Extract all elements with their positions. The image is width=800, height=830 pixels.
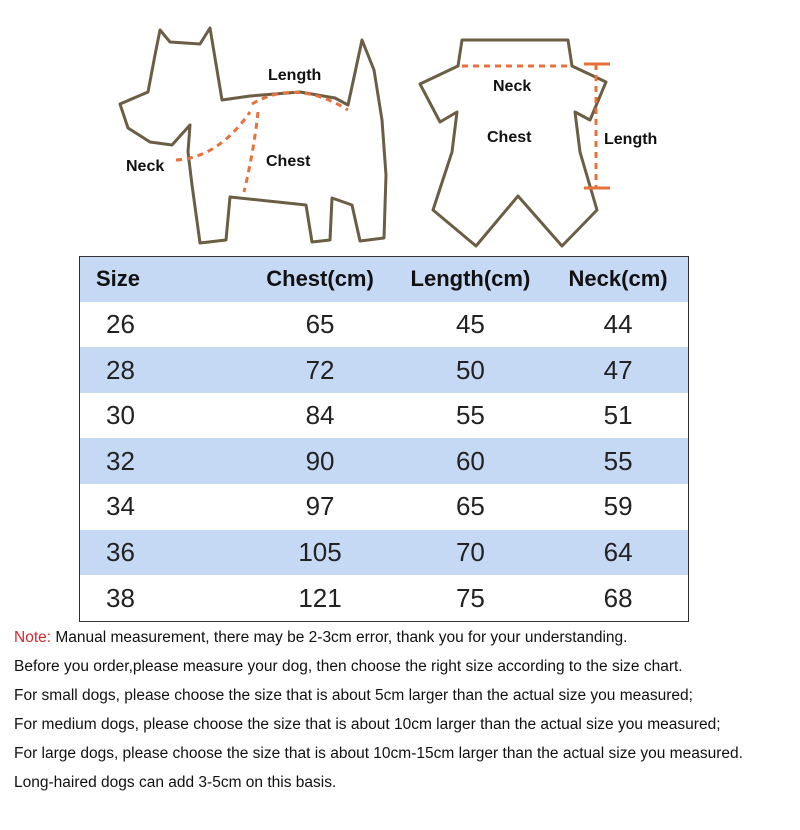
cell-size: 28 bbox=[106, 354, 135, 385]
cell-chest: 90 bbox=[305, 445, 335, 476]
cell-length: 60 bbox=[455, 445, 485, 476]
table-row bbox=[80, 575, 689, 621]
note-text: Manual measurement, there may be 2-3cm error, thank you for your understanding. bbox=[51, 629, 628, 646]
garment-illustration bbox=[420, 40, 657, 246]
dog-illustration bbox=[120, 28, 386, 243]
dog-length-label: Length bbox=[268, 67, 322, 84]
garment-length-label: Length bbox=[604, 131, 658, 148]
note-line-1 bbox=[14, 627, 800, 656]
note-line-3: For small dogs, please choose the size that is about 5cm larger than the actual size you measured; bbox=[14, 687, 693, 704]
table-row bbox=[80, 438, 689, 484]
notes-section bbox=[14, 627, 800, 801]
cell-size: 32 bbox=[106, 445, 135, 476]
note-line-4: For medium dogs, please choose the size that is about 10cm larger than the actual size you measured; bbox=[14, 716, 721, 733]
header-chest: Chest(cm) bbox=[266, 266, 374, 292]
table-row bbox=[80, 530, 689, 576]
cell-length: 75 bbox=[455, 582, 485, 613]
dog-outline bbox=[120, 28, 386, 243]
table-row bbox=[80, 347, 689, 393]
note-line-2: Before you order,please measure your dog, then choose the right size according to the size chart. bbox=[14, 658, 683, 675]
cell-size: 36 bbox=[106, 537, 135, 568]
table-row bbox=[80, 393, 689, 439]
cell-neck: 51 bbox=[603, 400, 633, 431]
garment-neck-label: Neck bbox=[493, 78, 532, 95]
measurement-diagram bbox=[0, 0, 800, 255]
cell-chest: 97 bbox=[305, 491, 335, 522]
dog-chest-line bbox=[244, 112, 258, 192]
cell-size: 38 bbox=[106, 582, 135, 613]
cell-length: 65 bbox=[455, 491, 485, 522]
cell-chest: 72 bbox=[305, 354, 335, 385]
cell-length: 45 bbox=[455, 308, 485, 339]
cell-neck: 44 bbox=[603, 308, 633, 339]
dog-neck-label: Neck bbox=[126, 158, 165, 175]
garment-chest-label: Chest bbox=[487, 129, 532, 146]
cell-length: 50 bbox=[455, 354, 485, 385]
cell-chest: 65 bbox=[305, 308, 335, 339]
header-neck: Neck(cm) bbox=[568, 266, 668, 292]
note-line-6: Long-haired dogs can add 3-5cm on this basis. bbox=[14, 774, 337, 791]
dog-chest-label: Chest bbox=[266, 153, 311, 170]
cell-size: 26 bbox=[106, 308, 135, 339]
cell-chest: 105 bbox=[298, 537, 342, 568]
table-row bbox=[80, 484, 689, 530]
size-chart-table bbox=[79, 256, 689, 622]
header-length: Length(cm) bbox=[410, 266, 531, 292]
cell-chest: 84 bbox=[305, 400, 335, 431]
cell-length: 70 bbox=[455, 537, 485, 568]
cell-chest: 121 bbox=[298, 582, 342, 613]
header-size: Size bbox=[96, 266, 141, 292]
cell-neck: 47 bbox=[603, 354, 633, 385]
cell-neck: 59 bbox=[603, 491, 633, 522]
cell-size: 30 bbox=[106, 400, 135, 431]
cell-size: 34 bbox=[106, 491, 135, 522]
note-label: Note: bbox=[14, 629, 52, 646]
cell-neck: 68 bbox=[603, 582, 633, 613]
cell-neck: 64 bbox=[603, 537, 633, 568]
table-header-row bbox=[80, 257, 689, 302]
note-line-5: For large dogs, please choose the size that is about 10cm-15cm larger than the actual size you measured. bbox=[14, 745, 743, 762]
table-row bbox=[80, 302, 689, 348]
cell-length: 55 bbox=[455, 400, 485, 431]
cell-neck: 55 bbox=[603, 445, 633, 476]
